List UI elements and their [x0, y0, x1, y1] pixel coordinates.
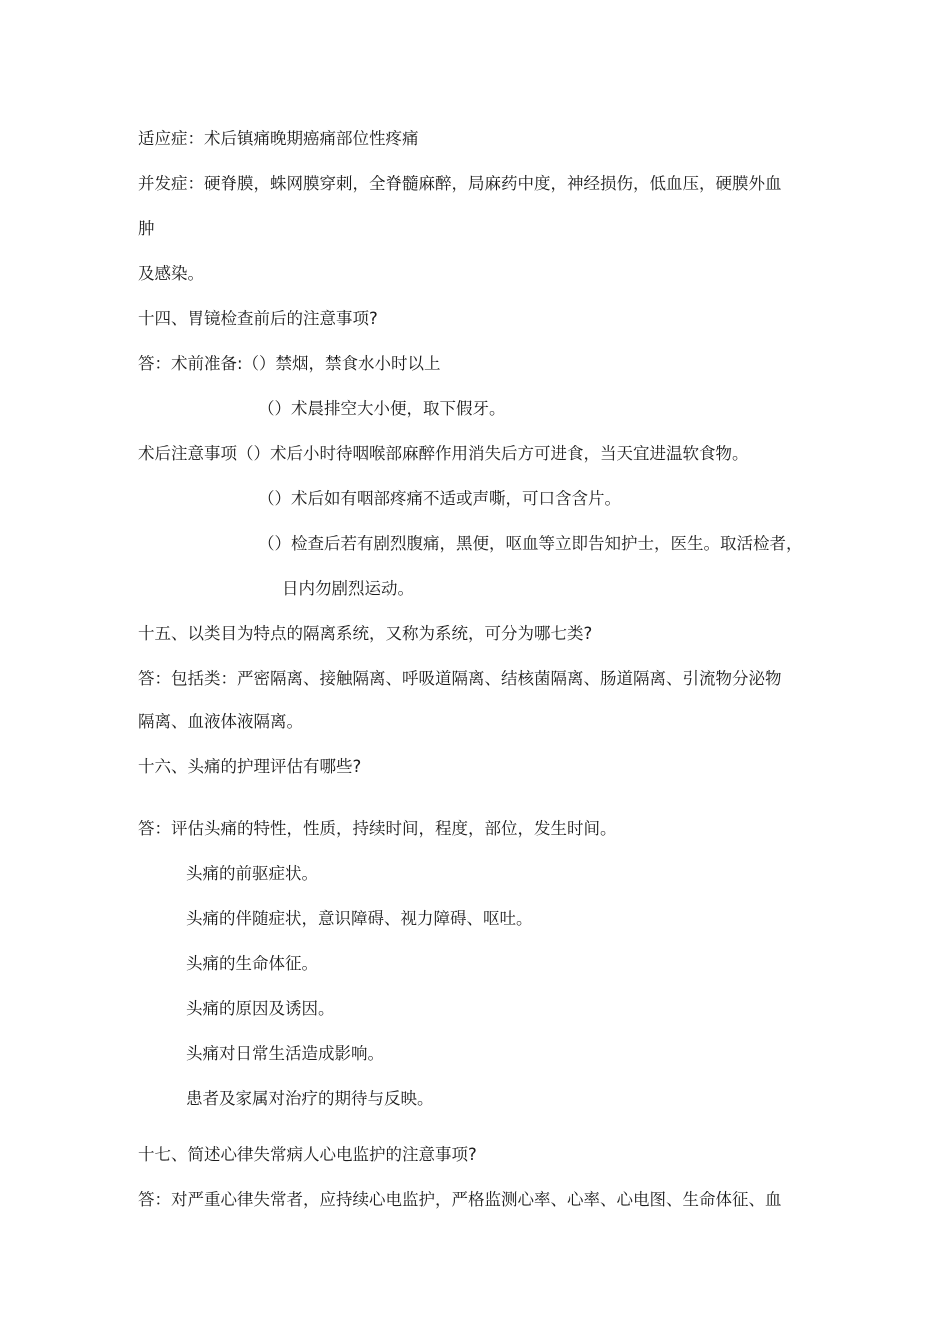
list-item: 头痛的伴随症状，意识障碍、视力障碍、呕吐。 — [186, 909, 533, 928]
text-line: 隔离、血液体液隔离。 — [138, 712, 303, 731]
text-line: （）检查后若有剧烈腹痛，黑便，呕血等立即告知护士，医生。取活检者， — [258, 534, 803, 553]
list-item: 头痛的生命体征。 — [186, 954, 318, 973]
text-line: 日内勿剧烈运动。 — [282, 579, 414, 598]
text-line: 答：术前准备:（）禁烟，禁食水小时以上 — [138, 354, 441, 373]
question-heading: 十六、头痛的护理评估有哪些? — [138, 757, 362, 776]
text-line: （）术后如有咽部疼痛不适或声嘶，可口含含片。 — [258, 489, 621, 508]
question-heading: 十五、以类目为特点的隔离系统，又称为系统，可分为哪七类? — [138, 624, 593, 643]
text-line: 答：评估头痛的特性，性质，持续时间，程度，部位，发生时间。 — [138, 819, 617, 838]
text-line: 适应症：术后镇痛晚期癌痛部位性疼痛 — [138, 129, 419, 148]
text-line: 答：对严重心律失常者，应持续心电监护，严格监测心率、心率、心电图、生命体征、血 — [138, 1190, 782, 1209]
text-line: 肿 — [138, 219, 155, 238]
text-line: 并发症：硬脊膜，蛛网膜穿刺，全脊髓麻醉，局麻药中度，神经损伤，低血压，硬膜外血 — [138, 174, 782, 193]
question-heading: 十七、简述心律失常病人心电监护的注意事项? — [138, 1145, 477, 1164]
text-line: 及感染。 — [138, 264, 204, 283]
text-line: 术后注意事项（）术后小时待咽喉部麻醉作用消失后方可进食，当天宜进温软食物。 — [138, 444, 749, 463]
text-line: （）术晨排空大小便，取下假牙。 — [258, 399, 506, 418]
list-item: 头痛的原因及诱因。 — [186, 999, 335, 1018]
question-heading: 十四、胃镜检查前后的注意事项? — [138, 309, 378, 328]
list-item: 头痛对日常生活造成影响。 — [186, 1044, 384, 1063]
text-line: 答：包括类：严密隔离、接触隔离、呼吸道隔离、结核菌隔离、肠道隔离、引流物分泌物 — [138, 669, 782, 688]
list-item: 头痛的前驱症状。 — [186, 864, 318, 883]
list-item: 患者及家属对治疗的期待与反映。 — [186, 1089, 434, 1108]
